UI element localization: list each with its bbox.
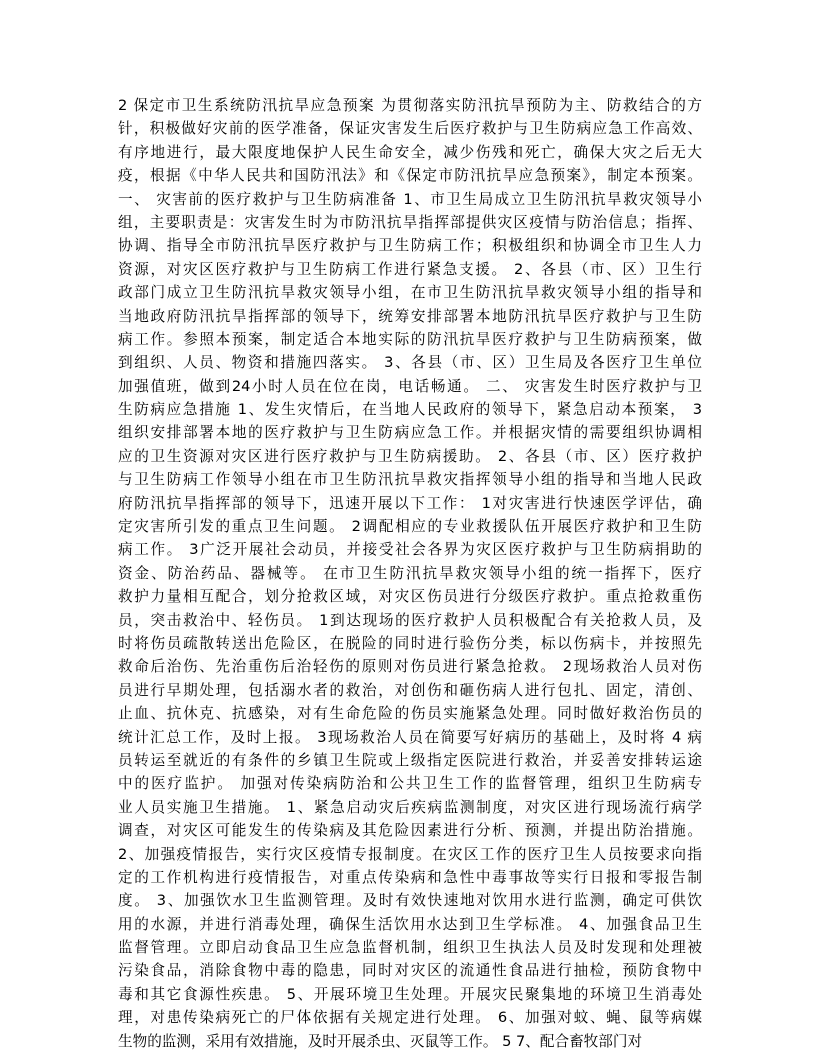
text-line: 当地政府防汛抗旱指挥部的领导下，统筹安排部署本地防汛抗旱医疗救护与卫生防 (118, 307, 702, 325)
text-line: 定灾害所引发的重点卫生问题。 2调配相应的专业救援队伍开展医疗救护和卫生防 (118, 518, 702, 536)
text-line: 资源，对灾区医疗救护与卫生防病工作进行紧急支援。 2、各县（市、区）卫生行 (118, 260, 702, 278)
text-line: 有序地进行，最大限度地保护人民生命安全，减少伤残和死亡，确保大灾之后无大 (118, 143, 702, 161)
text-line: 污染食品，消除食物中毒的隐患，同时对灾区的流通性食品进行抽检，预防食物中 (118, 962, 702, 980)
text-line: 协调、指导全市防汛抗旱医疗救护与卫生防病工作；积极组织和协调全市卫生人力 (118, 237, 702, 255)
text-line: 员转运至就近的有条件的乡镇卫生院或上级指定医院进行救治，并妥善安排转运途 (118, 751, 702, 769)
text-line: 生物的监测，采用有效措施，及时开展杀虫、灭鼠等工作。 5 7、配合畜牧部门对 (118, 1032, 643, 1050)
text-line: 与卫生防病工作领导小组在市卫生防汛抗旱救灾指挥领导小组的指导和当地人民政 (118, 471, 702, 489)
document-body (118, 94, 702, 1053)
text-line: 组织安排部署本地的医疗救护与卫生防病应急工作。并根据灾情的需要组织协调相 (118, 424, 702, 442)
text-line: 府防汛抗旱指挥部的领导下，迅速开展以下工作： 1对灾害进行快速医学评估，确 (118, 494, 702, 512)
text-line: 监督管理。立即启动食品卫生应急监督机制，组织卫生执法人员及时发现和处理被 (118, 939, 702, 957)
text-line: 定的工作机构进行疫情报告，对重点传染病和急性中毒事故等实行日报和零报告制 (118, 868, 702, 886)
text-line: 到组织、人员、物资和措施四落实。 3、各县（市、区）卫生局及各医疗卫生单位 (118, 354, 702, 372)
text-line: 疫，根据《中华人民共和国防汛法》和《保定市防汛抗旱应急预案》，制定本预案。 (118, 167, 702, 185)
text-line: 资金、防治药品、器械等。 在市卫生防汛抗旱救灾领导小组的统一指挥下，医疗 (118, 564, 702, 582)
text-line: 毒和其它食源性疾患。 5、开展环境卫生处理。开展灾民聚集地的环境卫生消毒处 (118, 985, 702, 1003)
text-line: 针，积极做好灾前的医学准备，保证灾害发生后医疗救护与卫生防病应急工作高效、 (118, 120, 702, 138)
text-line: 救护力量相互配合，划分抢救区域，对灾区伤员进行分级医疗救护。重点抢救重伤 (118, 588, 702, 606)
text-line: 度。 3、加强饮水卫生监测管理。及时有效快速地对饮用水进行监测，确定可供饮 (118, 892, 702, 910)
text-line: 病工作。 3广泛开展社会动员，并接受社会各界为灾区医疗救护与卫生防病捐助的 (118, 541, 702, 559)
text-line: 止血、抗休克、抗感染，对有生命危险的伤员实施紧急处理。同时做好救治伤员的 (118, 705, 702, 723)
text-line: 业人员实施卫生措施。 1、紧急启动灾后疾病监测制度，对灾区进行现场流行病学 (118, 798, 702, 816)
text-line: 加强值班，做到24小时人员在位在岗，电话畅通。 二、 灾害发生时医疗救护与卫 (118, 377, 702, 395)
text-line: 调查，对灾区可能发生的传染病及其危险因素进行分析、预测，并提出防治措施。 (118, 822, 702, 840)
text-line: 中的医疗监护。 加强对传染病防治和公共卫生工作的监督管理，组织卫生防病专 (118, 775, 702, 793)
text-line: 2、加强疫情报告，实行灾区疫情专报制度。在灾区工作的医疗卫生人员按要求向指 (118, 845, 702, 863)
text-line: 病工作。参照本预案，制定适合本地实际的防汛抗旱医疗救护与卫生防病预案，做 (118, 330, 702, 348)
text-line: 时将伤员疏散转送出危险区，在脱险的同时进行验伤分类，标以伤病卡，并按照先 (118, 634, 702, 652)
text-line: 2 保定市卫生系统防汛抗旱应急预案 为贯彻落实防汛抗旱预防为主、防救结合的方 (118, 97, 702, 114)
text-line: 员，突击救治中、轻伤员。 1到达现场的医疗救护人员积极配合有关抢救人员，及 (118, 611, 702, 629)
text-line: 组，主要职责是：灾害发生时为市防汛抗旱指挥部提供灾区疫情与防治信息；指挥、 (118, 213, 702, 231)
text-line: 生防病应急措施 1、发生灾情后，在当地人民政府的领导下，紧急启动本预案， 3 (118, 401, 702, 419)
text-line: 用的水源，并进行消毒处理，确保生活饮用水达到卫生学标准。 4、加强食品卫生 (118, 915, 702, 933)
text-line: 一、 灾害前的医疗救护与卫生防病准备 1、市卫生局成立卫生防汛抗旱救灾领导小 (118, 190, 702, 208)
text-line: 政部门成立卫生防汛抗旱救灾领导小组，在市卫生防汛抗旱救灾领导小组的指导和 (118, 284, 702, 302)
text-line: 应的卫生资源对灾区进行医疗救护与卫生防病援助。 2、各县（市、区）医疗救护 (118, 447, 702, 465)
text-line: 统计汇总工作，及时上报。 3现场救治人员在简要写好病历的基础上，及时将 4 病 (118, 728, 702, 746)
text-line: 员进行早期处理，包括溺水者的救治，对创伤和砸伤病人进行包扎、固定，清创、 (118, 681, 702, 699)
text-line: 理，对患传染病死亡的尸体依据有关规定进行处理。 6、加强对蚊、蝇、鼠等病媒 (118, 1009, 702, 1027)
text-line: 救命后治伤、先治重伤后治轻伤的原则对伤员进行紧急抢救。 2现场救治人员对伤 (118, 658, 702, 676)
